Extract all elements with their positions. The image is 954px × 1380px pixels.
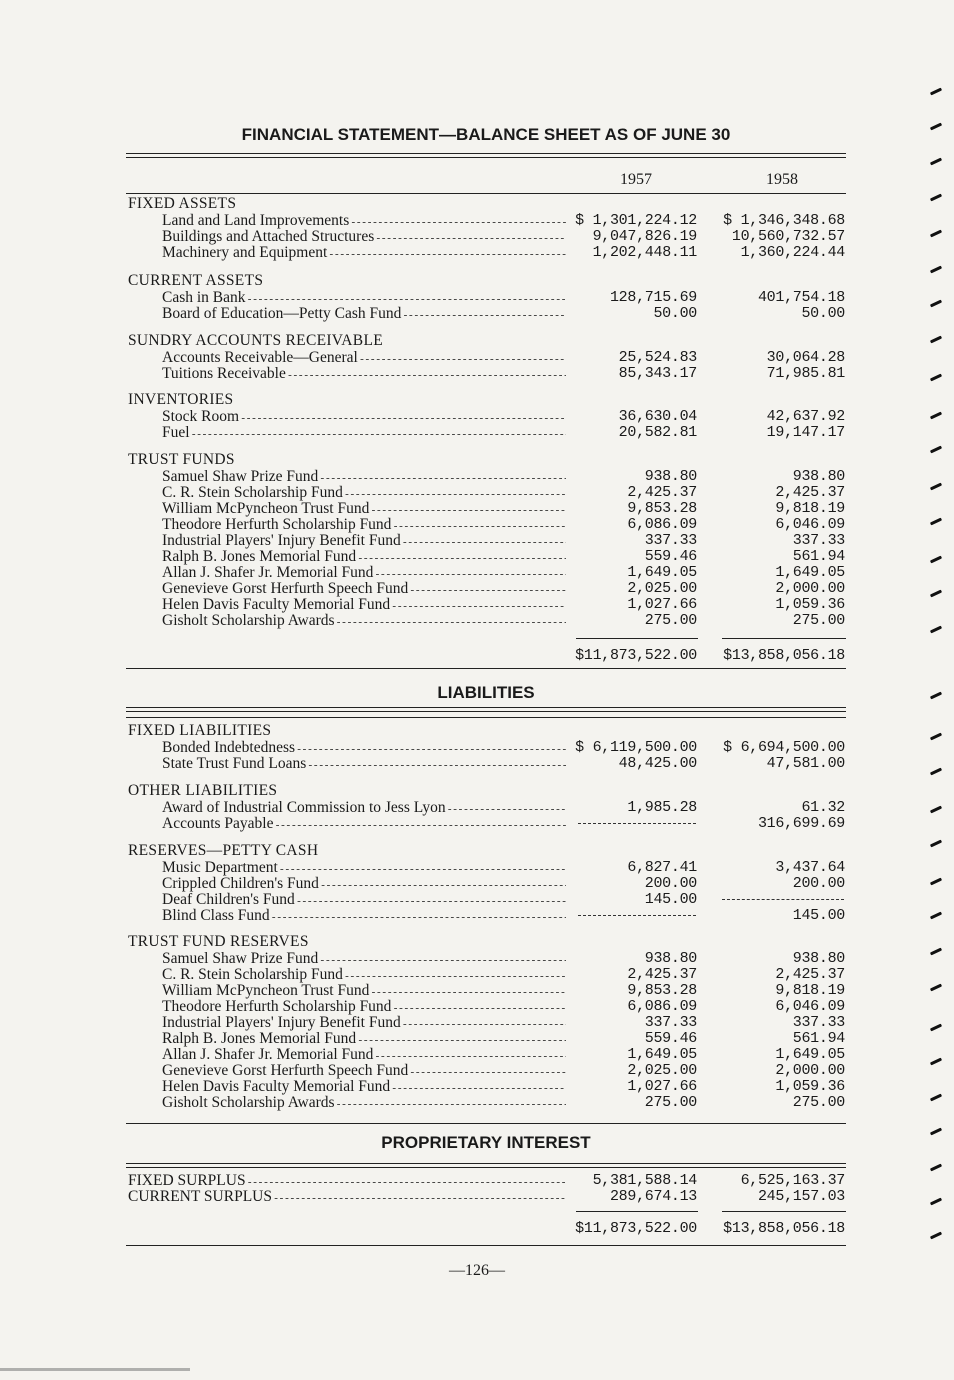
line-item-label: Land and Land Improvements - - -: [162, 212, 566, 231]
line-item-label: William McPyncheon Trust Fund - - -: [162, 982, 566, 1001]
line-item-label: Buildings and Attached Structures - - -: [162, 228, 566, 247]
value-1957: 48,425.00: [618, 755, 697, 772]
title-rule: [126, 153, 846, 158]
value-1957: 50.00: [653, 305, 697, 322]
value-1957: 1,202,448.11: [592, 244, 697, 261]
line-item-label: Bonded Indebtedness - - -: [162, 739, 566, 758]
value-1958: 3,437.64: [775, 859, 845, 876]
section-header-label: SUNDRY ACCOUNTS RECEIVABLE: [128, 332, 383, 349]
line-item-label: Helen Davis Faculty Memorial Fund - - -: [162, 1078, 566, 1097]
value-1958: 1,649.05: [775, 1046, 845, 1063]
line-item-label: Industrial Players' Injury Benefit Fund - - -: [162, 1014, 566, 1033]
line-item-row: [0, 1046, 954, 1063]
blank-dash-1958: [722, 899, 844, 900]
line-item-row: [0, 500, 954, 517]
year-header-1957: 1957: [620, 171, 652, 188]
line-item-label: Blind Class Fund - - -: [162, 907, 566, 926]
blank-dash-1957: [578, 823, 696, 824]
value-1958: 9,818.19: [775, 982, 845, 999]
liabilities-rule-2: [126, 717, 846, 718]
section-header: [0, 722, 954, 739]
value-1958: 1,059.36: [775, 1078, 845, 1095]
line-item-label: Tuitions Receivable - - -: [162, 365, 566, 384]
line-item-label: C. R. Stein Scholarship Fund - - -: [162, 484, 566, 503]
value-1957: 2,425.37: [627, 484, 697, 501]
value-1957: 6,086.09: [627, 516, 697, 533]
value-1957: 36,630.04: [618, 408, 697, 425]
proprietary-title: PROPRIETARY INTEREST: [381, 1133, 591, 1152]
value-1958: 6,046.09: [775, 998, 845, 1015]
line-item-row: [0, 424, 954, 441]
section-header-label: RESERVES—PETTY CASH: [128, 842, 319, 859]
binding-marks: [926, 80, 954, 1260]
year-header-1958: 1958: [766, 171, 798, 188]
line-item-label: C. R. Stein Scholarship Fund - - -: [162, 966, 566, 985]
page-number: —126—: [449, 1262, 505, 1279]
line-item-row: [0, 1014, 954, 1031]
value-1957: 1,649.05: [627, 564, 697, 581]
value-1958: 2,000.00: [775, 1062, 845, 1079]
total-line-1958: [722, 638, 846, 639]
line-item-row: [0, 755, 954, 772]
value-1957: 6,086.09: [627, 998, 697, 1015]
proprietary-total-row: [0, 1220, 954, 1237]
value-1957: 559.46: [644, 548, 697, 565]
section-header-label: CURRENT ASSETS: [128, 272, 264, 289]
value-1957: 938.80: [644, 950, 697, 967]
value-1957: 1,027.66: [627, 596, 697, 613]
line-item-row: [0, 305, 954, 322]
surplus-label: FIXED SURPLUS - - -: [128, 1172, 566, 1191]
section-header: [0, 272, 954, 289]
line-item-label: Deaf Children's Fund - - -: [162, 891, 566, 910]
value-1958: 938.80: [792, 468, 845, 485]
value-1958: 47,581.00: [766, 755, 845, 772]
line-item-row: [0, 244, 954, 261]
prop-total-line-1958: [722, 1211, 846, 1212]
line-item-row: [0, 289, 954, 306]
line-item-label: Genevieve Gorst Herfurth Speech Fund - - -: [162, 1062, 566, 1081]
line-item-label: Samuel Shaw Prize Fund - - -: [162, 950, 566, 969]
proprietary-total-1957: $11,873,522.00: [575, 1220, 697, 1237]
section-header-label: FIXED ASSETS: [128, 195, 237, 212]
value-1957: 85,343.17: [618, 365, 697, 382]
section-header: [0, 842, 954, 859]
value-1957: 1,985.28: [627, 799, 697, 816]
line-item-row: [0, 966, 954, 983]
assets-end-rule: [126, 668, 846, 669]
value-1958: 61.32: [801, 799, 845, 816]
line-item-label: Award of Industrial Commission to Jess Lyon - - -: [162, 799, 566, 818]
assets-total-1957: $11,873,522.00: [575, 647, 697, 664]
line-item-row: [0, 228, 954, 245]
value-1957: $ 6,119,500.00: [575, 739, 697, 756]
value-1958: 1,649.05: [775, 564, 845, 581]
value-1958: 145.00: [792, 907, 845, 924]
proprietary-rule: [126, 1163, 846, 1168]
line-item-label: Accounts Receivable—General - - -: [162, 349, 566, 368]
value-1958: 50.00: [801, 305, 845, 322]
surplus-1957: 289,674.13: [609, 1188, 697, 1205]
line-item-row: [0, 1062, 954, 1079]
line-item-row: [0, 1078, 954, 1095]
value-1957: 20,582.81: [618, 424, 697, 441]
line-item-label: Fuel - - -: [162, 424, 566, 443]
line-item-row: [0, 564, 954, 581]
line-item-label: Music Department - - -: [162, 859, 566, 878]
section-header-label: OTHER LIABILITIES: [128, 782, 278, 799]
blank-dash-1957: [578, 915, 696, 916]
surplus-row: [0, 1172, 954, 1189]
value-1958: $ 1,346,348.68: [723, 212, 845, 229]
line-item-label: Ralph B. Jones Memorial Fund - - -: [162, 1030, 566, 1049]
surplus-label: CURRENT SURPLUS - - -: [128, 1188, 566, 1207]
value-1957: 2,025.00: [627, 580, 697, 597]
line-item-row: [0, 950, 954, 967]
header-rule: [126, 193, 846, 194]
value-1957: 145.00: [644, 891, 697, 908]
line-item-label: Helen Davis Faculty Memorial Fund - - -: [162, 596, 566, 615]
line-item-label: Ralph B. Jones Memorial Fund - - -: [162, 548, 566, 567]
line-item-label: Industrial Players' Injury Benefit Fund - - -: [162, 532, 566, 551]
line-item-label: Machinery and Equipment - - -: [162, 244, 566, 263]
surplus-row: [0, 1188, 954, 1205]
section-header: [0, 391, 954, 408]
value-1957: 9,853.28: [627, 982, 697, 999]
line-item-label: Samuel Shaw Prize Fund - - -: [162, 468, 566, 487]
proprietary-total-1958: $13,858,056.18: [723, 1220, 845, 1237]
proprietary-end-rule: [126, 1245, 846, 1246]
value-1957: $ 1,301,224.12: [575, 212, 697, 229]
value-1958: 337.33: [792, 1014, 845, 1031]
line-item-row: [0, 815, 954, 832]
value-1958: 9,818.19: [775, 500, 845, 517]
line-item-label: Crippled Children's Fund - - -: [162, 875, 566, 894]
line-item-row: [0, 484, 954, 501]
value-1958: 2,425.37: [775, 484, 845, 501]
value-1958: 938.80: [792, 950, 845, 967]
line-item-row: [0, 1030, 954, 1047]
line-item-label: Cash in Bank - - -: [162, 289, 566, 308]
value-1958: 316,699.69: [757, 815, 845, 832]
line-item-label: Theodore Herfurth Scholarship Fund - - -: [162, 998, 566, 1017]
value-1958: 561.94: [792, 1030, 845, 1047]
prop-total-line-1957: [576, 1211, 698, 1212]
value-1957: 938.80: [644, 468, 697, 485]
value-1958: 1,059.36: [775, 596, 845, 613]
line-item-row: [0, 907, 954, 924]
assets-total-1958: $13,858,056.18: [723, 647, 845, 664]
surplus-1958: 245,157.03: [757, 1188, 845, 1205]
page-title: FINANCIAL STATEMENT—BALANCE SHEET AS OF JUNE 30: [241, 125, 731, 144]
value-1957: 1,649.05: [627, 1046, 697, 1063]
value-1958: 2,425.37: [775, 966, 845, 983]
line-item-label: Stock Room - - -: [162, 408, 566, 427]
value-1957: 275.00: [644, 1094, 697, 1111]
line-item-row: [0, 612, 954, 629]
value-1957: 559.46: [644, 1030, 697, 1047]
line-item-label: Board of Education—Petty Cash Fund - - -: [162, 305, 566, 324]
value-1958: 275.00: [792, 612, 845, 629]
value-1958: 2,000.00: [775, 580, 845, 597]
section-header-label: INVENTORIES: [128, 391, 234, 408]
value-1957: 275.00: [644, 612, 697, 629]
liabilities-rule: [126, 707, 846, 712]
value-1958: 6,046.09: [775, 516, 845, 533]
line-item-label: Gisholt Scholarship Awards - - -: [162, 1094, 566, 1113]
value-1957: 2,425.37: [627, 966, 697, 983]
section-header: [0, 195, 954, 212]
surplus-1957: 5,381,588.14: [592, 1172, 697, 1189]
line-item-row: [0, 891, 954, 908]
section-header-label: FIXED LIABILITIES: [128, 722, 272, 739]
line-item-label: Accounts Payable - - -: [162, 815, 566, 834]
line-item-row: [0, 516, 954, 533]
value-1958: $ 6,694,500.00: [723, 739, 845, 756]
line-item-label: Genevieve Gorst Herfurth Speech Fund - - -: [162, 580, 566, 599]
line-item-row: [0, 468, 954, 485]
liabilities-end-rule: [126, 1123, 846, 1124]
line-item-label: Allan J. Shafer Jr. Memorial Fund - - -: [162, 1046, 566, 1065]
line-item-row: [0, 998, 954, 1015]
line-item-row: [0, 596, 954, 613]
value-1958: 10,560,732.57: [731, 228, 845, 245]
value-1957: 9,853.28: [627, 500, 697, 517]
section-header: [0, 332, 954, 349]
line-item-row: [0, 982, 954, 999]
line-item-row: [0, 212, 954, 229]
line-item-row: [0, 548, 954, 565]
section-header-label: TRUST FUND RESERVES: [128, 933, 309, 950]
section-header: [0, 451, 954, 468]
total-line-1957: [576, 638, 698, 639]
liabilities-title: LIABILITIES: [437, 683, 535, 702]
value-1958: 1,360,224.44: [740, 244, 845, 261]
line-item-row: [0, 580, 954, 597]
value-1958: 42,637.92: [766, 408, 845, 425]
value-1957: 9,047,826.19: [592, 228, 697, 245]
value-1957: 128,715.69: [609, 289, 697, 306]
line-item-row: [0, 1094, 954, 1111]
line-item-label: Theodore Herfurth Scholarship Fund - - -: [162, 516, 566, 535]
line-item-row: [0, 349, 954, 366]
value-1958: 401,754.18: [757, 289, 845, 306]
value-1957: 337.33: [644, 1014, 697, 1031]
scan-edge: [0, 1368, 190, 1371]
line-item-row: [0, 799, 954, 816]
line-item-row: [0, 365, 954, 382]
line-item-row: [0, 532, 954, 549]
value-1958: 30,064.28: [766, 349, 845, 366]
value-1958: 337.33: [792, 532, 845, 549]
value-1957: 25,524.83: [618, 349, 697, 366]
value-1958: 71,985.81: [766, 365, 845, 382]
value-1958: 19,147.17: [766, 424, 845, 441]
section-header: [0, 933, 954, 950]
line-item-row: [0, 859, 954, 876]
value-1958: 200.00: [792, 875, 845, 892]
assets-total-row: [0, 647, 954, 664]
value-1957: 337.33: [644, 532, 697, 549]
line-item-row: [0, 875, 954, 892]
line-item-label: Gisholt Scholarship Awards - - -: [162, 612, 566, 631]
line-item-label: Allan J. Shafer Jr. Memorial Fund - - -: [162, 564, 566, 583]
value-1958: 275.00: [792, 1094, 845, 1111]
value-1957: 2,025.00: [627, 1062, 697, 1079]
value-1958: 561.94: [792, 548, 845, 565]
section-header: [0, 782, 954, 799]
surplus-1958: 6,525,163.37: [740, 1172, 845, 1189]
value-1957: 1,027.66: [627, 1078, 697, 1095]
value-1957: 200.00: [644, 875, 697, 892]
value-1957: 6,827.41: [627, 859, 697, 876]
section-header-label: TRUST FUNDS: [128, 451, 235, 468]
line-item-label: State Trust Fund Loans - - -: [162, 755, 566, 774]
line-item-row: [0, 739, 954, 756]
line-item-row: [0, 408, 954, 425]
line-item-label: William McPyncheon Trust Fund - - -: [162, 500, 566, 519]
